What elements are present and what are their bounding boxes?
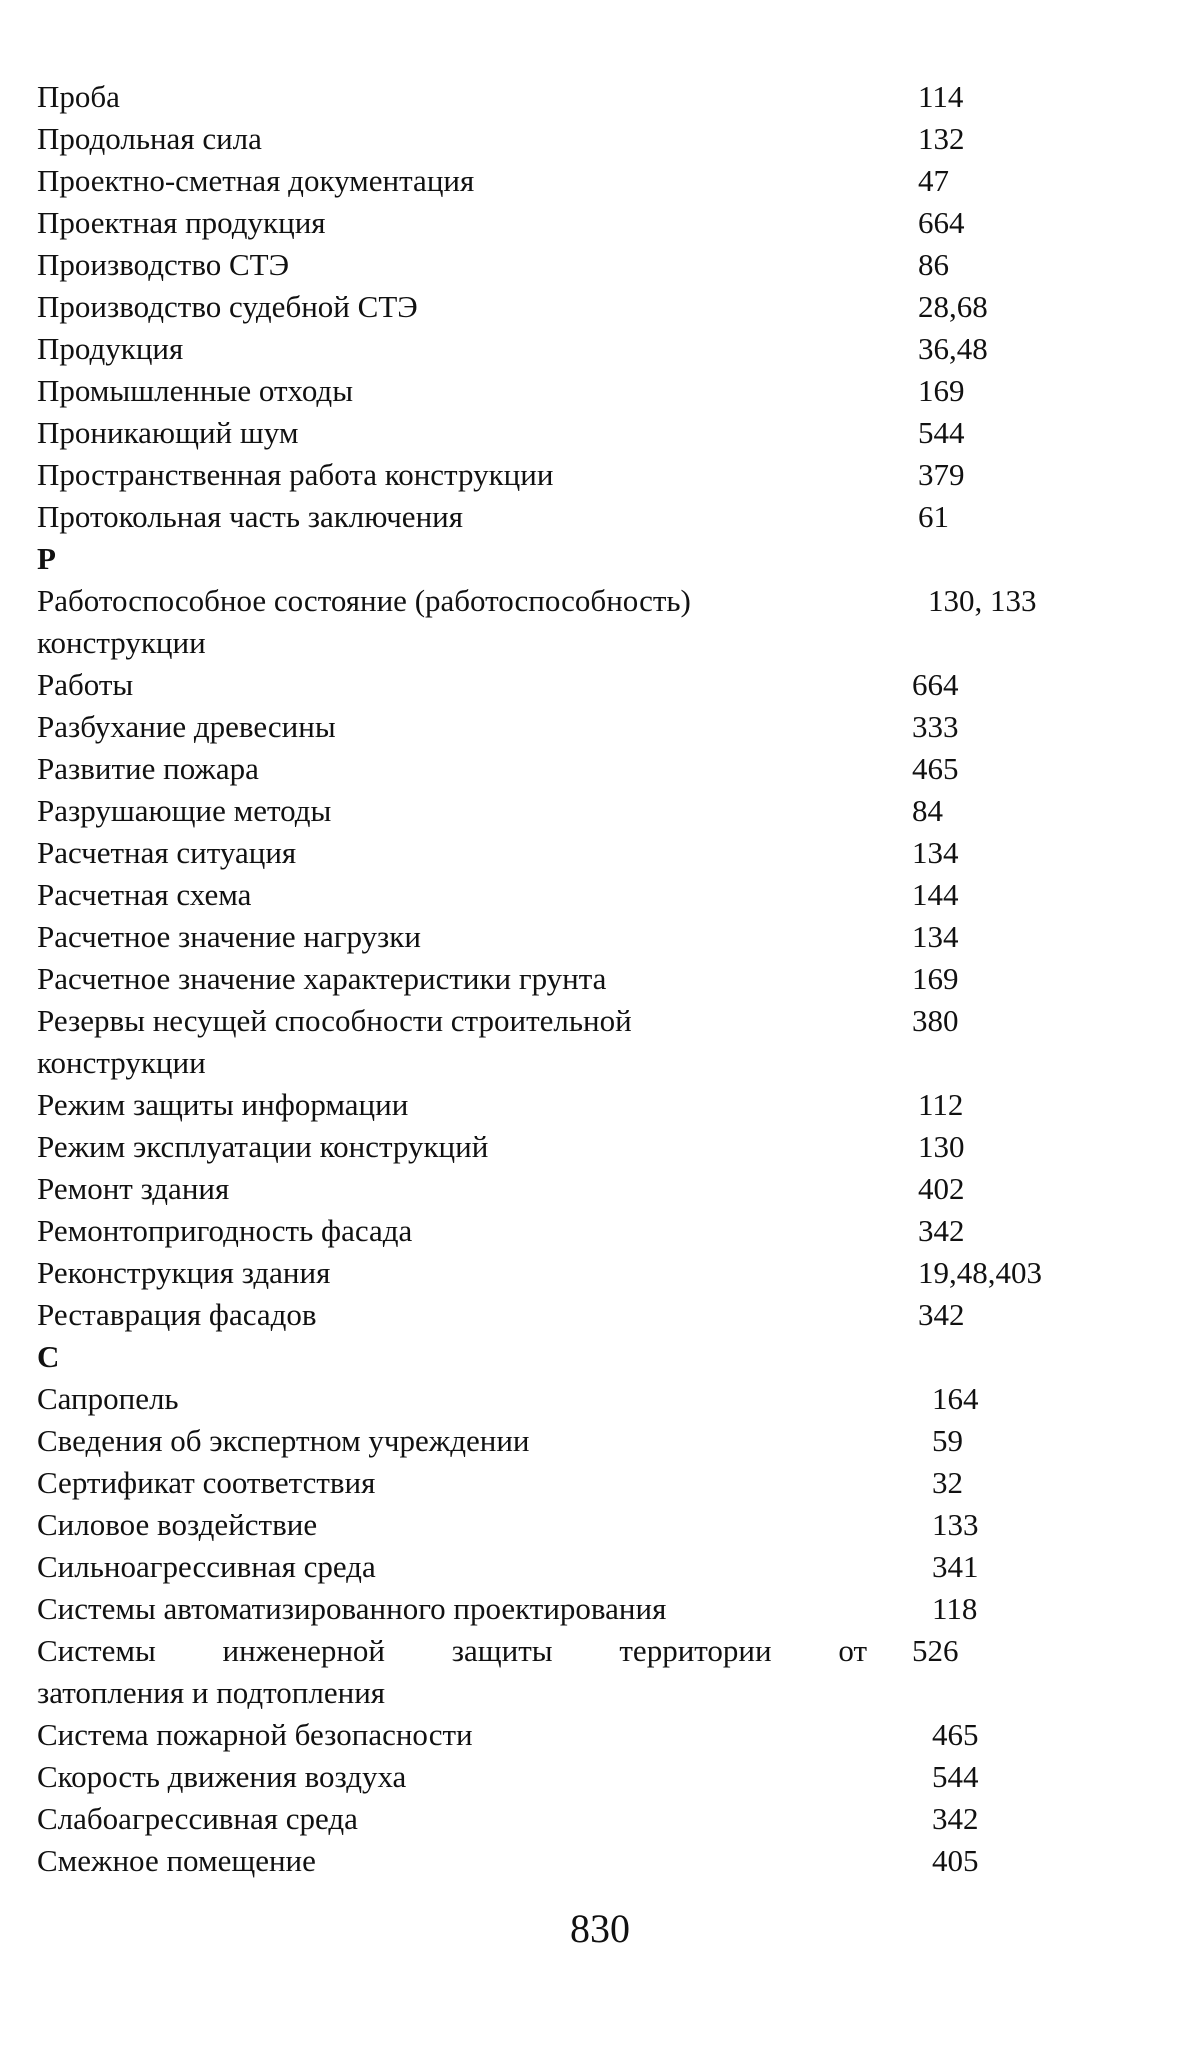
index-entry xyxy=(37,1000,1077,1084)
entry-page-refs: 664 xyxy=(912,667,959,702)
index-entry xyxy=(37,1252,1077,1294)
index-entry xyxy=(37,1840,1077,1882)
entry-page-refs: 133 xyxy=(932,1507,979,1542)
index-entry xyxy=(37,958,1077,1000)
entry-term: Пространственная работа конструкции xyxy=(37,457,554,492)
entry-term: Расчетное значение нагрузки xyxy=(37,919,421,954)
index-entry xyxy=(37,286,1077,328)
index-entry xyxy=(37,832,1077,874)
entry-page-refs: 36,48 xyxy=(918,331,988,366)
entry-page-refs: 465 xyxy=(932,1717,979,1752)
entry-page-refs: 130, 133 xyxy=(928,583,1037,618)
index-entry xyxy=(37,1798,1077,1840)
letter-label: С xyxy=(37,1339,60,1374)
entry-term: Расчетное значение характеристики грунта xyxy=(37,961,607,996)
entry-term: Проникающий шум xyxy=(37,415,299,450)
entry-term: Система пожарной безопасности xyxy=(37,1717,473,1752)
index-entry xyxy=(37,328,1077,370)
entry-page-refs: 32 xyxy=(932,1465,963,1500)
index-entry xyxy=(37,580,1077,664)
entry-page-refs: 169 xyxy=(918,373,965,408)
index-entry xyxy=(37,1168,1077,1210)
entry-term: Системы автоматизированного проектирования xyxy=(37,1591,667,1626)
index-entry xyxy=(37,496,1077,538)
entry-page-refs: 130 xyxy=(918,1129,965,1164)
index-entry xyxy=(37,1504,1077,1546)
entry-page-refs: 112 xyxy=(918,1087,964,1122)
entry-term-continuation: конструкции xyxy=(37,1045,206,1080)
index-entry xyxy=(37,1294,1077,1336)
entry-page-refs: 118 xyxy=(932,1591,978,1626)
entry-term: Продукция xyxy=(37,331,184,366)
entry-term: Развитие пожара xyxy=(37,751,259,786)
entry-term: Протокольная часть заключения xyxy=(37,499,464,534)
entry-term: Расчетная ситуация xyxy=(37,835,297,870)
entry-page-refs: 28,68 xyxy=(918,289,988,324)
entry-term xyxy=(37,580,912,664)
entry-term-line: Резервы несущей способности строительной xyxy=(37,1003,632,1038)
entry-term: Проектная продукция xyxy=(37,205,326,240)
entry-term: Скорость движения воздуха xyxy=(37,1759,407,1794)
index-entry xyxy=(37,1378,1077,1420)
entry-page-refs: 342 xyxy=(932,1801,979,1836)
entry-term-continuation: затопления и подтопления xyxy=(37,1675,386,1710)
index-entry xyxy=(37,1420,1077,1462)
index-entry xyxy=(37,664,1077,706)
index-entry xyxy=(37,790,1077,832)
index-entry xyxy=(37,244,1077,286)
entry-page-refs: 84 xyxy=(912,793,943,828)
entry-page-refs: 380 xyxy=(912,1003,959,1038)
entry-term-continuation: конструкции xyxy=(37,625,206,660)
entry-term: Промышленные отходы xyxy=(37,373,354,408)
entry-page-refs: 164 xyxy=(932,1381,979,1416)
index-entry xyxy=(37,1126,1077,1168)
index-letter-heading xyxy=(37,538,1077,580)
index-letter-heading xyxy=(37,1336,1077,1378)
index-entry xyxy=(37,76,1077,118)
index-entry xyxy=(37,118,1077,160)
index-entry xyxy=(37,1546,1077,1588)
index-entry xyxy=(37,1630,1077,1714)
entry-term: Реконструкция здания xyxy=(37,1255,331,1290)
entry-page-refs: 19,48,403 xyxy=(918,1255,1042,1290)
entry-term xyxy=(37,1630,912,1714)
entry-page-refs: 132 xyxy=(918,121,965,156)
entry-term: Проектно-сметная документация xyxy=(37,163,475,198)
entry-term: Реставрация фасадов xyxy=(37,1297,317,1332)
index-entry xyxy=(37,1588,1077,1630)
entry-term: Сертификат соответствия xyxy=(37,1465,376,1500)
entry-term: Проба xyxy=(37,79,120,114)
index-entry xyxy=(37,160,1077,202)
entry-page-refs: 465 xyxy=(912,751,959,786)
entry-term: Разрушающие методы xyxy=(37,793,332,828)
entry-page-refs: 114 xyxy=(918,79,964,114)
entry-page-refs: 86 xyxy=(918,247,949,282)
entry-page-refs: 144 xyxy=(912,877,959,912)
entry-page-refs: 47 xyxy=(918,163,949,198)
index-entry xyxy=(37,706,1077,748)
index-entry xyxy=(37,1756,1077,1798)
index-entry xyxy=(37,370,1077,412)
entry-page-refs: 333 xyxy=(912,709,959,744)
entry-page-refs: 61 xyxy=(918,499,949,534)
entry-term: Режим защиты информации xyxy=(37,1087,409,1122)
entry-term: Слабоагрессивная среда xyxy=(37,1801,358,1836)
index-entry xyxy=(37,874,1077,916)
entry-term: Разбухание древесины xyxy=(37,709,336,744)
page-number: 830 xyxy=(570,1906,630,1951)
entry-term: Производство судебной СТЭ xyxy=(37,289,418,324)
entry-term xyxy=(37,1000,912,1084)
entry-term: Силовое воздействие xyxy=(37,1507,318,1542)
entry-page-refs: 526 xyxy=(912,1633,959,1668)
entry-term: Расчетная схема xyxy=(37,877,252,912)
index-entry xyxy=(37,916,1077,958)
entry-term: Режим эксплуатации конструкций xyxy=(37,1129,489,1164)
subject-index xyxy=(37,76,1077,1882)
entry-term: Производство СТЭ xyxy=(37,247,290,282)
entry-page-refs: 405 xyxy=(932,1843,979,1878)
entry-term: Сведения об экспертном учреждении xyxy=(37,1423,530,1458)
entry-term: Ремонт здания xyxy=(37,1171,230,1206)
index-entry xyxy=(37,454,1077,496)
entry-page-refs: 544 xyxy=(932,1759,979,1794)
entry-term-line: Работоспособное состояние (работоспособность) xyxy=(37,583,691,618)
entry-term: Сильноагрессивная среда xyxy=(37,1549,376,1584)
entry-page-refs: 664 xyxy=(918,205,965,240)
entry-page-refs: 402 xyxy=(918,1171,965,1206)
entry-term: Сапропель xyxy=(37,1381,179,1416)
entry-term: Ремонтопригодность фасада xyxy=(37,1213,413,1248)
entry-page-refs: 134 xyxy=(912,919,959,954)
index-entry xyxy=(37,1084,1077,1126)
entry-page-refs: 379 xyxy=(918,457,965,492)
entry-term: Смежное помещение xyxy=(37,1843,316,1878)
index-entry xyxy=(37,202,1077,244)
index-entry xyxy=(37,1714,1077,1756)
letter-label: Р xyxy=(37,541,56,576)
entry-page-refs: 342 xyxy=(918,1297,965,1332)
entry-term: Работы xyxy=(37,667,134,702)
index-entry xyxy=(37,748,1077,790)
entry-page-refs: 341 xyxy=(932,1549,979,1584)
index-entry xyxy=(37,412,1077,454)
index-entry xyxy=(37,1462,1077,1504)
entry-page-refs: 169 xyxy=(912,961,959,996)
entry-page-refs: 59 xyxy=(932,1423,963,1458)
index-entry xyxy=(37,1210,1077,1252)
entry-page-refs: 342 xyxy=(918,1213,965,1248)
entry-page-refs: 134 xyxy=(912,835,959,870)
entry-term-line: Системы инженерной защиты территории от xyxy=(37,1633,867,1668)
entry-term: Продольная сила xyxy=(37,121,262,156)
entry-page-refs: 544 xyxy=(918,415,965,450)
